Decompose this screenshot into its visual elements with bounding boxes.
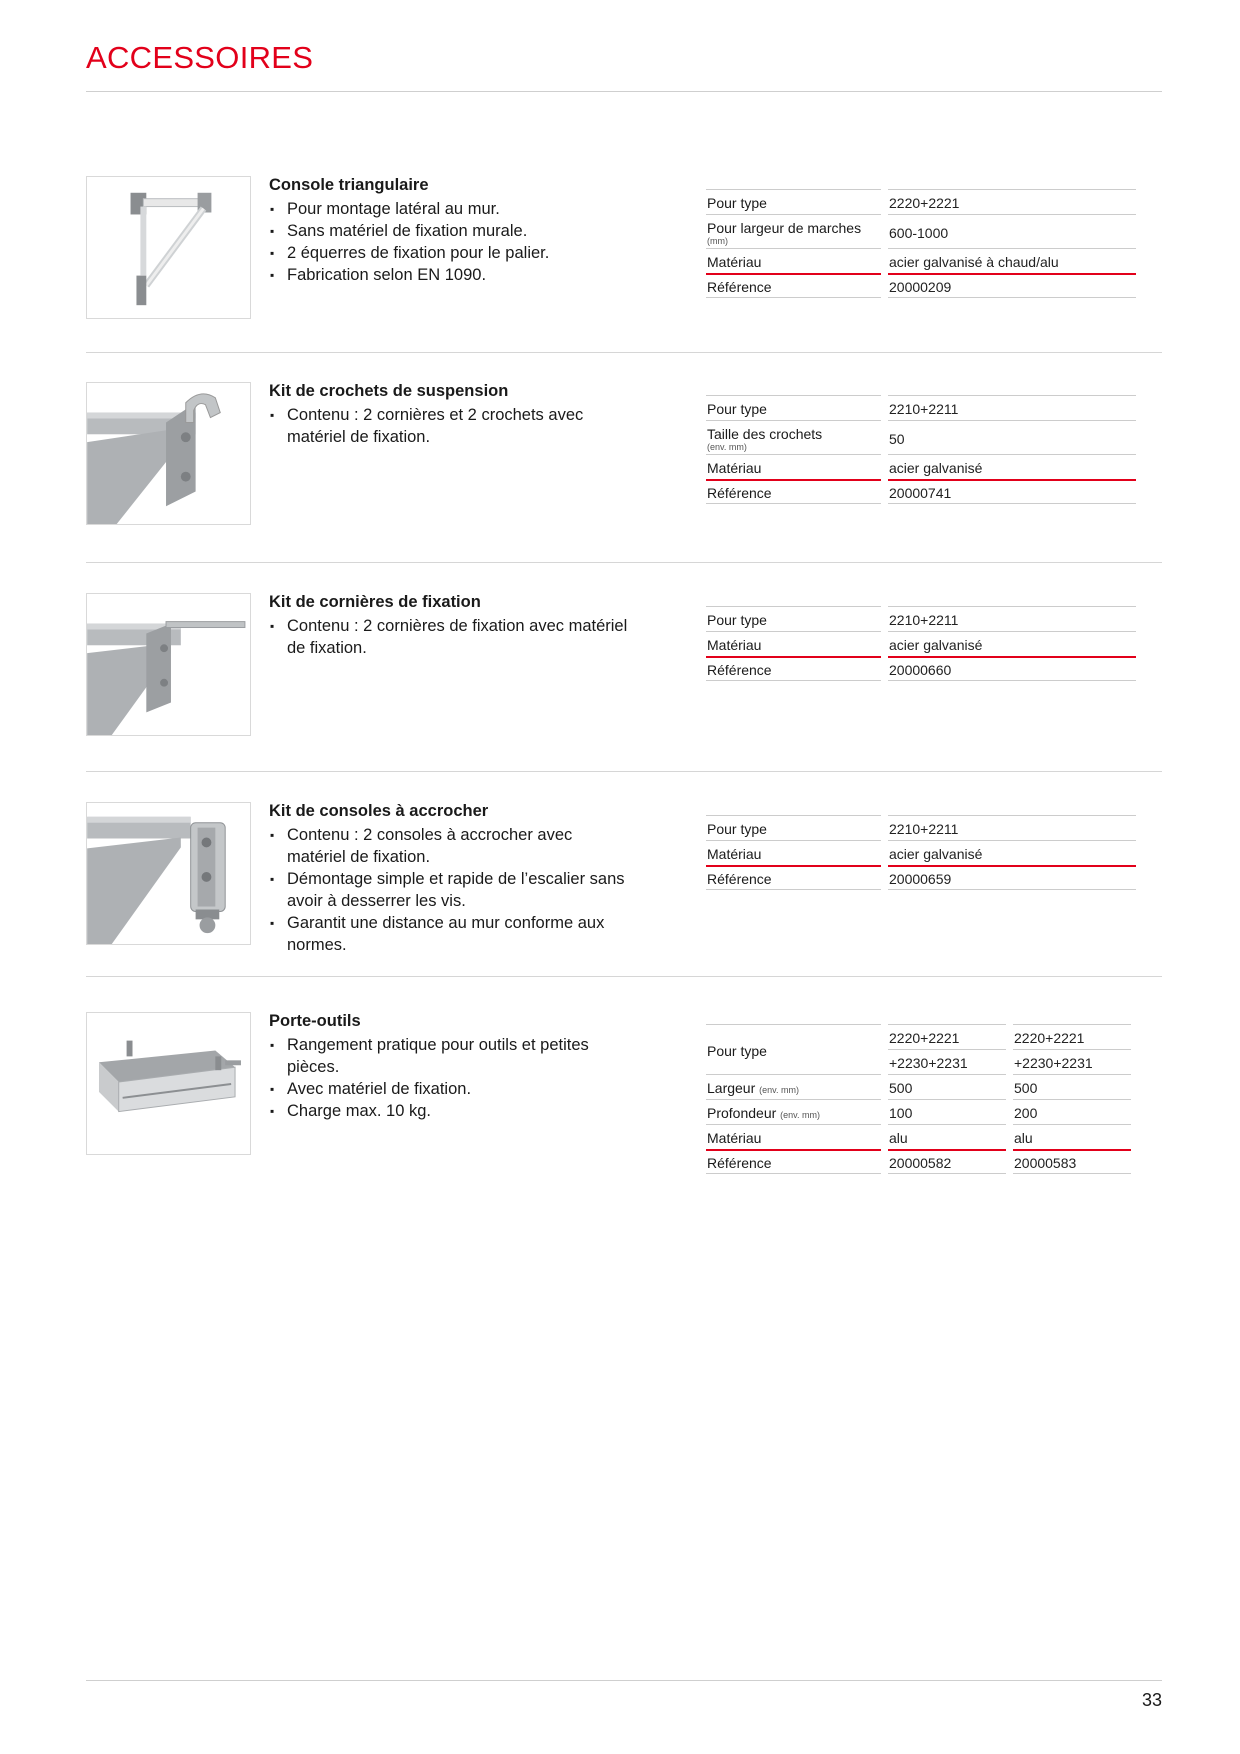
spec-value: 20000660 (888, 656, 1136, 681)
spec-label: Largeur (env. mm) (706, 1074, 881, 1099)
product-image (86, 593, 251, 736)
list-item: ▪ Contenu : 2 consoles à accrocher avec matériel de fixation. (269, 824, 629, 868)
spec-value: 50 (888, 420, 1136, 454)
table-row (706, 631, 1136, 656)
spec-value: 20000659 (888, 865, 1136, 890)
table-row (706, 1099, 1131, 1124)
spec-value: 200 (1013, 1099, 1131, 1124)
spec-value: 20000583 (1013, 1149, 1131, 1174)
table-row (706, 214, 1136, 248)
table-row (706, 656, 1136, 681)
list-item: ▪ Avec matériel de fixation. (269, 1078, 629, 1100)
table-row (706, 420, 1136, 454)
spec-value: 100 (888, 1099, 1006, 1124)
list-item: ▪ Rangement pratique pour outils et petites pièces. (269, 1034, 629, 1078)
table-row (706, 840, 1136, 865)
spec-value: 2220+2221 (1013, 1024, 1131, 1049)
feature-list (269, 615, 629, 659)
spec-value: +2230+2231 (888, 1049, 1006, 1074)
page-number: 33 (1141, 1690, 1162, 1710)
table-row (706, 606, 1136, 631)
spec-value: 2210+2211 (888, 815, 1136, 840)
product-image (86, 802, 251, 945)
spec-label: Référence (706, 273, 881, 298)
product-image (86, 176, 251, 319)
table-row (706, 1074, 1131, 1099)
spec-value: alu (888, 1124, 1006, 1149)
list-item: ▪ Charge max. 10 kg. (269, 1100, 629, 1122)
table-row (706, 273, 1136, 298)
product-description (269, 593, 629, 659)
product-description (269, 382, 629, 448)
product-description (269, 176, 629, 286)
spec-value: 2210+2211 (888, 606, 1136, 631)
spec-value: acier galvanisé (888, 840, 1136, 865)
title-divider (86, 91, 1162, 92)
list-item: ▪ Contenu : 2 cornières et 2 crochets avec matériel de fixation. (269, 404, 629, 448)
product-description (269, 1012, 629, 1122)
spec-label: Pour type (706, 395, 881, 420)
spec-label: Matériau (706, 248, 881, 273)
list-item: ▪ Démontage simple et rapide de l’escalier sans avoir à desserrer les vis. (269, 868, 629, 912)
product-title: Kit de cornières de fixation (269, 593, 481, 611)
list-item: ▪ Pour montage latéral au mur. (269, 198, 629, 220)
product-title: Kit de consoles à accrocher (269, 802, 489, 820)
section-divider (86, 352, 1162, 353)
table-row (706, 815, 1136, 840)
spec-table (706, 1024, 1131, 1174)
spec-label: Matériau (706, 454, 881, 479)
spec-value: alu (1013, 1124, 1131, 1149)
table-row (706, 1149, 1131, 1174)
spec-value: 2210+2211 (888, 395, 1136, 420)
spec-value: 20000582 (888, 1149, 1006, 1174)
table-row (706, 865, 1136, 890)
spec-label: Référence (706, 865, 881, 890)
spec-label: Matériau (706, 840, 881, 865)
feature-list (269, 824, 629, 956)
spec-table (706, 395, 1136, 504)
table-row (706, 395, 1136, 420)
spec-label: Pour type (706, 606, 881, 631)
product-title: Console triangulaire (269, 176, 429, 194)
spec-label: Référence (706, 656, 881, 681)
feature-list (269, 1034, 629, 1122)
spec-value: 2220+2221 (888, 189, 1136, 214)
product-image (86, 1012, 251, 1155)
product-image (86, 382, 251, 525)
spec-label: Pour largeur de marches (mm) (706, 214, 881, 248)
spec-label: Matériau (706, 631, 881, 656)
spec-value: acier galvanisé (888, 454, 1136, 479)
spec-label: Référence (706, 479, 881, 504)
table-row (706, 1124, 1131, 1149)
list-item: ▪ Fabrication selon EN 1090. (269, 264, 629, 286)
page-title: ACCESSOIRES (86, 40, 314, 75)
spec-value: 2220+2221 (888, 1024, 1006, 1049)
product-title: Porte-outils (269, 1012, 361, 1030)
table-row (706, 189, 1136, 214)
spec-label: Pour type (706, 1024, 881, 1074)
spec-value: acier galvanisé (888, 631, 1136, 656)
spec-value: 500 (1013, 1074, 1131, 1099)
spec-value: 500 (888, 1074, 1006, 1099)
section-divider (86, 976, 1162, 977)
spec-value: +2230+2231 (1013, 1049, 1131, 1074)
spec-value: 600-1000 (888, 214, 1136, 248)
feature-list (269, 198, 629, 286)
spec-table (706, 606, 1136, 681)
spec-label: Taille des crochets (env. mm) (706, 420, 881, 454)
spec-table (706, 815, 1136, 890)
spec-value: 20000741 (888, 479, 1136, 504)
product-description (269, 802, 629, 956)
list-item: ▪ Contenu : 2 cornières de fixation avec matériel de fixation. (269, 615, 629, 659)
footer-divider (86, 1680, 1162, 1681)
section-divider (86, 562, 1162, 563)
spec-label: Pour type (706, 815, 881, 840)
product-title: Kit de crochets de suspension (269, 382, 509, 400)
table-row (706, 1024, 1131, 1049)
list-item: ▪ Sans matériel de fixation murale. (269, 220, 629, 242)
table-row (706, 454, 1136, 479)
spec-label: Pour type (706, 189, 881, 214)
spec-label: Matériau (706, 1124, 881, 1149)
spec-value: 20000209 (888, 273, 1136, 298)
spec-label: Référence (706, 1149, 881, 1174)
section-divider (86, 771, 1162, 772)
spec-table (706, 189, 1136, 298)
spec-label: Profondeur (env. mm) (706, 1099, 881, 1124)
table-row (706, 248, 1136, 273)
list-item: ▪ 2 équerres de fixation pour le palier. (269, 242, 629, 264)
list-item: ▪ Garantit une distance au mur conforme aux normes. (269, 912, 629, 956)
feature-list (269, 404, 629, 448)
table-row (706, 479, 1136, 504)
spec-value: acier galvanisé à chaud/alu (888, 248, 1136, 273)
